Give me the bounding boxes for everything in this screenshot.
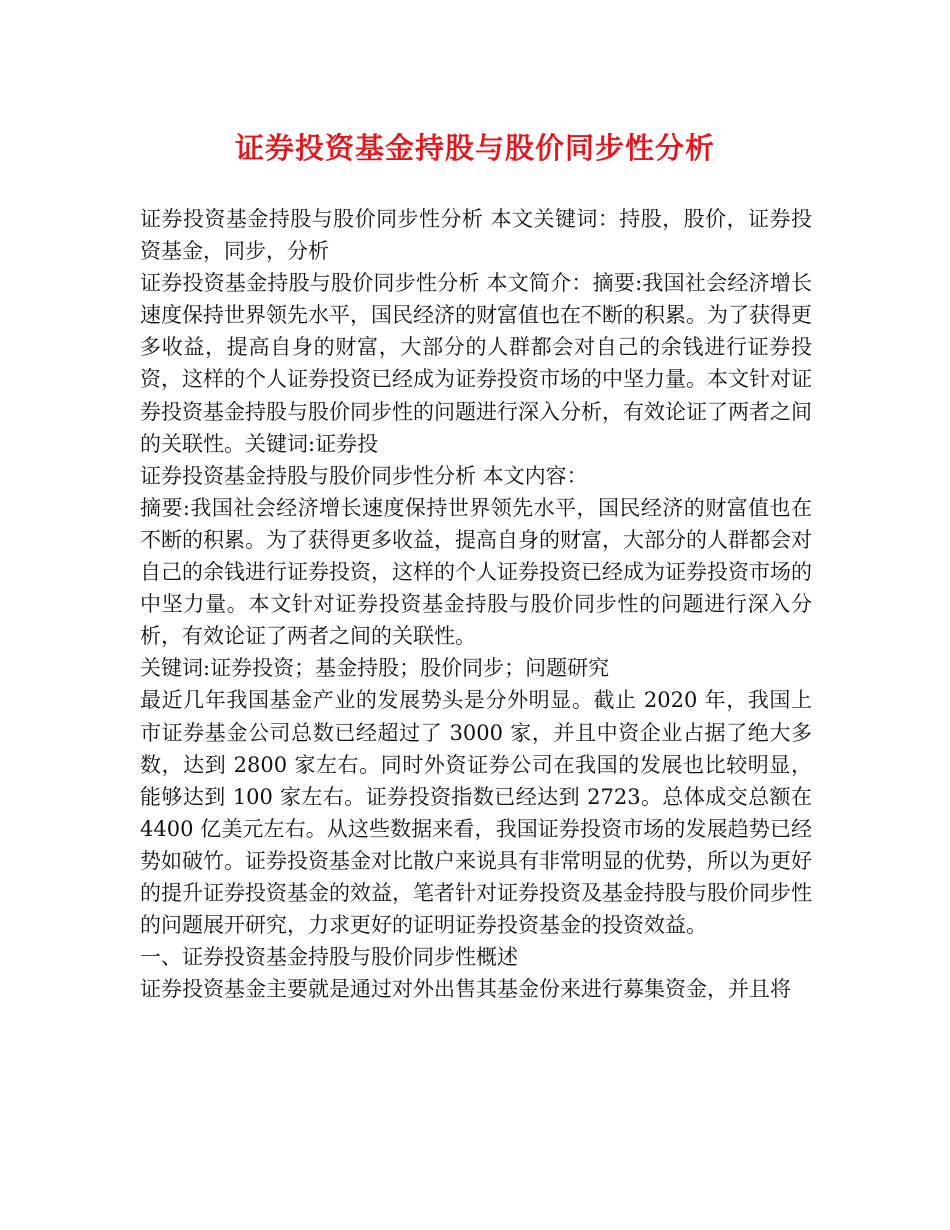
content-heading-line: 证券投资基金持股与股价同步性分析 本文内容： (140, 463, 588, 488)
body-paragraph: 最近几年我国基金产业的发展势头是分外明显。截止 2020 年，我国上市证券基金公司总数已经超过了 3000 家，并且中资企业占据了绝大多数，达到 2800 家左右。同时外资证券公司在我国的发展也比较明显，能够达到 100 家左右。证券投资指数已经达到 2723。总体成交总额在 4400 亿美元左右。从这些数据来看，我国证券投资市场的发展趋势已经势如破竹。证券投资基金对比散户来说具有非常明显的优势，所以为更好的提升证券投资基金的效益，笔者针对证券投资及基金持股与股价同步性的问题展开研究，力求更好的证明证券投资基金的投资效益。 (140, 688, 812, 938)
document-title: 证券投资基金持股与股价同步性分析 (234, 131, 715, 165)
section-heading: 一、证券投资基金持股与股价同步性概述 (140, 945, 518, 970)
abstract-paragraph: 摘要:我国社会经济增长速度保持世界领先水平，国民经济的财富值也在不断的积累。为了获得更多收益，提高自身的财富，大部分的人群都会对自己的余钱进行证券投资，这样的个人证券投资已经成为证券投资市场的中坚力量。本文针对证券投资基金持股与股价同步性的问题进行深入分析，有效论证了两者之间的关联性。 (140, 495, 812, 649)
keywords-paragraph: 关键词:证券投资；基金持股；股价同步；问题研究 (140, 656, 610, 681)
keywords-line: 证券投资基金持股与股价同步性分析 本文关键词：持股，股价，证券投资基金，同步，分析 (140, 207, 812, 264)
document-body (140, 203, 812, 1005)
summary-paragraph: 证券投资基金持股与股价同步性分析 本文简介：摘要:我国社会经济增长速度保持世界领先水平，国民经济的财富值也在不断的积累。为了获得更多收益，提高自身的财富，大部分的人群都会对自己的余钱进行证券投资，这样的个人证券投资已经成为证券投资市场的中坚力量。本文针对证券投资基金持股与股价同步性的问题进行深入分析，有效论证了两者之间的关联性。关键词:证券投 (140, 271, 812, 456)
body-paragraph-continued: 证券投资基金主要就是通过对外出售其基金份来进行募集资金，并且将 (140, 977, 791, 1002)
